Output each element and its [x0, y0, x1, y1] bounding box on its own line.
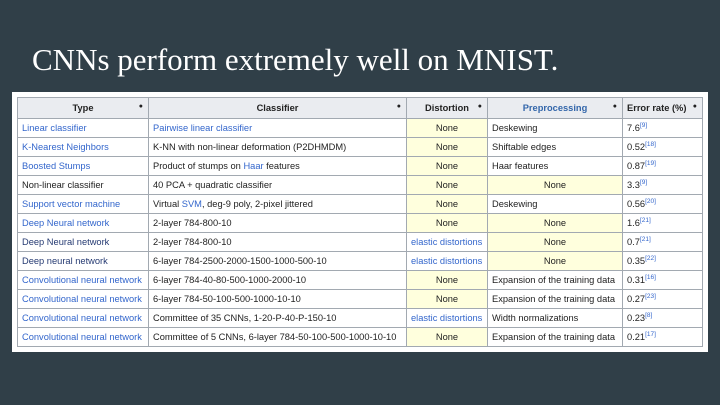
error-rate-value: 0.35: [627, 256, 646, 267]
classifier-cell: [149, 176, 407, 195]
distortion-cell[interactable]: elastic distortions: [407, 309, 488, 328]
table-row: [18, 157, 703, 176]
distortion-cell: None: [407, 138, 488, 157]
table-row: [18, 271, 703, 290]
error-rate-value: 0.27: [627, 294, 646, 305]
header-label: Classifier: [256, 103, 299, 113]
type-cell[interactable]: Convolutional neural network: [18, 271, 149, 290]
citation-link[interactable]: [23]: [645, 293, 656, 301]
error-rate-cell: [623, 271, 703, 290]
classifier-link[interactable]: Haar: [243, 161, 264, 171]
type-cell[interactable]: Convolutional neural network: [18, 309, 149, 328]
citation-link[interactable]: [16]: [645, 274, 656, 282]
distortion-cell: None: [407, 119, 488, 138]
error-rate-cell: [623, 309, 703, 328]
table-row: [18, 176, 703, 195]
error-rate-value: 0.87: [627, 161, 646, 172]
error-rate-cell: [623, 176, 703, 195]
citation-link[interactable]: [9]: [639, 179, 648, 187]
citation-link[interactable]: [18]: [645, 141, 656, 149]
header-distortion[interactable]: [407, 98, 488, 119]
sort-icon[interactable]: ●: [692, 103, 697, 110]
table-row: [18, 119, 703, 138]
type-cell: Non-linear classifier: [18, 176, 149, 195]
header-label: Preprocessing: [522, 103, 588, 113]
error-rate-value: 0.56: [627, 199, 646, 210]
citation-link[interactable]: [19]: [645, 160, 656, 168]
distortion-cell: None: [407, 290, 488, 309]
header-row: [18, 98, 703, 119]
type-cell[interactable]: Deep Neural network: [18, 214, 149, 233]
classifier-cell: [149, 138, 407, 157]
table-row: [18, 138, 703, 157]
citation-link[interactable]: [17]: [645, 331, 656, 339]
preprocessing-cell: None: [488, 233, 623, 252]
error-rate-cell: [623, 195, 703, 214]
classifier-text: Product of stumps on: [153, 161, 244, 171]
preprocessing-cell: None: [488, 176, 623, 195]
type-cell[interactable]: Support vector machine: [18, 195, 149, 214]
classifier-cell: [149, 195, 407, 214]
distortion-cell: None: [407, 157, 488, 176]
classifier-cell: [149, 233, 407, 252]
error-rate-cell: [623, 138, 703, 157]
classifier-text: 6-layer 784-40-80-500-1000-2000-10: [153, 275, 306, 285]
error-rate-value: 0.52: [627, 142, 646, 153]
table-row: [18, 233, 703, 252]
type-cell[interactable]: K-Nearest Neighbors: [18, 138, 149, 157]
error-rate-value: 0.7: [627, 237, 640, 248]
citation-link[interactable]: [21]: [639, 236, 651, 244]
table-row: [18, 252, 703, 271]
classifier-cell: [149, 309, 407, 328]
preprocessing-cell: Expansion of the training data: [488, 271, 623, 290]
table-row: [18, 214, 703, 233]
classifier-text: , deg-9 poly, 2-pixel jittered: [201, 199, 313, 209]
preprocessing-cell: Width normalizations: [488, 309, 623, 328]
classifier-text: K-NN with non-linear deformation (P2DHMDM): [153, 142, 347, 152]
type-cell[interactable]: Deep Neural network: [18, 233, 149, 252]
sort-icon[interactable]: ●: [612, 103, 617, 110]
error-rate-value: 7.6: [627, 123, 640, 134]
classifier-cell: [149, 214, 407, 233]
distortion-cell: None: [407, 176, 488, 195]
distortion-cell: None: [407, 214, 488, 233]
error-rate-value: 0.31: [627, 275, 646, 286]
preprocessing-cell: Shiftable edges: [488, 138, 623, 157]
table-row: [18, 309, 703, 328]
table-row: [18, 290, 703, 309]
header-label: Distortion: [425, 103, 469, 113]
mnist-results-table: [17, 97, 703, 347]
classifier-cell: [149, 119, 407, 138]
error-rate-cell: [623, 252, 703, 271]
preprocessing-cell: None: [488, 214, 623, 233]
preprocessing-cell: Deskewing: [488, 119, 623, 138]
classifier-link[interactable]: SVM: [181, 199, 202, 209]
citation-link[interactable]: [8]: [645, 312, 653, 320]
distortion-cell[interactable]: elastic distortions: [407, 252, 488, 271]
classifier-text: 2-layer 784-800-10: [153, 218, 232, 228]
classifier-text: Committee of 35 CNNs, 1-20-P-40-P-150-10: [153, 313, 337, 323]
classifier-text: Committee of 5 CNNs, 6-layer 784-50-100-500-1000-10-10: [153, 332, 397, 342]
sort-icon[interactable]: ●: [477, 103, 482, 110]
preprocessing-cell: Deskewing: [488, 195, 623, 214]
type-cell[interactable]: Convolutional neural network: [18, 328, 149, 347]
citation-link[interactable]: [21]: [639, 217, 651, 225]
distortion-cell: None: [407, 195, 488, 214]
error-rate-value: 3.3: [627, 180, 640, 191]
slide-title: CNNs perform extremely well on MNIST.: [32, 42, 559, 77]
classifier-cell: [149, 252, 407, 271]
classifier-text: 6-layer 784-2500-2000-1500-1000-500-10: [153, 256, 327, 266]
preprocessing-cell: Expansion of the training data: [488, 290, 623, 309]
type-cell[interactable]: Convolutional neural network: [18, 290, 149, 309]
error-rate-cell: [623, 290, 703, 309]
classifier-text: 6-layer 784-50-100-500-1000-10-10: [153, 294, 301, 304]
distortion-cell[interactable]: elastic distortions: [407, 233, 488, 252]
preprocessing-cell: Expansion of the training data: [488, 328, 623, 347]
classifier-cell: [149, 271, 407, 290]
classifier-cell: [149, 328, 407, 347]
header-error-rate[interactable]: [623, 98, 703, 119]
table-row: [18, 328, 703, 347]
preprocessing-cell: None: [488, 252, 623, 271]
sort-icon[interactable]: ●: [396, 103, 401, 110]
type-cell[interactable]: Boosted Stumps: [18, 157, 149, 176]
error-rate-cell: [623, 119, 703, 138]
classifier-text: 2-layer 784-800-10: [153, 237, 232, 247]
header-label: Error rate (%): [627, 103, 687, 113]
classifier-cell: [149, 290, 407, 309]
error-rate-cell: [623, 233, 703, 252]
classifier-text: 40 PCA + quadratic classifier: [153, 180, 273, 190]
distortion-cell: None: [407, 271, 488, 290]
error-rate-cell: [623, 328, 703, 347]
results-panel: [12, 92, 708, 352]
classifier-text: Virtual: [153, 199, 182, 209]
error-rate-cell: [623, 157, 703, 176]
citation-link[interactable]: [9]: [639, 122, 648, 130]
error-rate-value: 1.6: [627, 218, 640, 229]
distortion-cell: None: [407, 328, 488, 347]
header-preprocessing[interactable]: [488, 98, 623, 119]
table-row: [18, 195, 703, 214]
citation-link[interactable]: [22]: [645, 255, 656, 263]
type-cell[interactable]: Linear classifier: [18, 119, 149, 138]
type-cell[interactable]: Deep neural network: [18, 252, 149, 271]
header-classifier[interactable]: [149, 98, 407, 119]
classifier-text: features: [263, 161, 300, 171]
classifier-cell: [149, 157, 407, 176]
error-rate-value: 0.21: [627, 332, 646, 343]
error-rate-cell: [623, 214, 703, 233]
classifier-link[interactable]: Pairwise linear classifier: [153, 123, 253, 133]
sort-icon[interactable]: ●: [138, 103, 143, 110]
preprocessing-cell: Haar features: [488, 157, 623, 176]
header-type[interactable]: [18, 98, 149, 119]
error-rate-value: 0.23: [627, 313, 646, 324]
citation-link[interactable]: [20]: [645, 198, 656, 206]
header-label: Type: [72, 103, 94, 113]
